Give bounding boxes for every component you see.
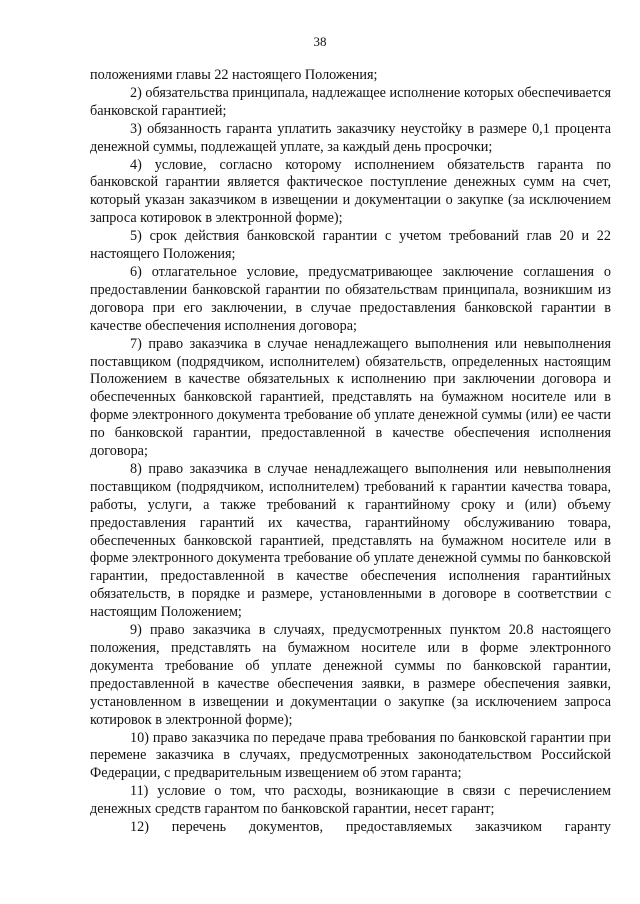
page-number: 38 xyxy=(313,34,327,49)
paragraph-item-7: 7) право заказчика в случае ненадлежащего выполнения или невыполнения поставщиком (подрядчиком, исполнителем) обязательств, определенных настоящим Положением в качестве обязательных к исполнению при заключении договора и обеспеченных банковской гарантией, представлять на бумажном носителе или в форме электронного документа требование об уплате денежной суммы (или) ее части по банковской гарантии, предоставленной в качестве обеспечения исполнения договора; xyxy=(90,335,611,460)
paragraph-item-6: 6) отлагательное условие, предусматривающее заключение соглашения о предоставлении банковской гарантии по обязательствам принципала, возникшим из договора при его заключении, в случае предоставления банковской гарантии в качестве обеспечения исполнения договора; xyxy=(90,263,611,334)
paragraph-item-4: 4) условие, согласно которому исполнением обязательств гаранта по банковской гарантии является фактическое поступление денежных сумм на счет, который указан заказчиком в извещении и документации о закупке (за исключением запроса котировок в электронной форме); xyxy=(90,156,611,227)
paragraph-item-9: 9) право заказчика в случаях, предусмотренных пунктом 20.8 настоящего положения, представлять на бумажном носителе или в форме электронного документа требование об уплате денежной суммы по банковской гарантии, предоставленной в качестве обеспечения заявки, в размере обеспечения заявки, установленном в извещении и документации о закупке (за исключением запроса котировок в электронной форме); xyxy=(90,622,611,728)
paragraph-item-11: 11) условие о том, что расходы, возникающие в связи с перечислением денежных средств гарантом по банковской гарантии, несет гарант; xyxy=(90,783,611,818)
paragraph-item-3: 3) обязанность гаранта уплатить заказчику неустойку в размере 0,1 процента денежной суммы, подлежащей уплате, за каждый день просрочки; xyxy=(90,120,611,155)
paragraph-item-8: 8) право заказчика в случае ненадлежащего выполнения или невыполнения поставщиком (подрядчиком, исполнителем) требований к гарантии качества товара, работы, услуги, а также требований к гарантийному сроку и (или) объему предоставления гарантий их качества, гарантийному обслуживанию товара, обеспеченных банковской гарантией, представлять на бумажном носителе или в форме электронного документа требование об уплате денежной суммы по банковской гарантии, предоставленной в качестве обеспечения исполнения гарантийных обязательств, в порядке и размере, установленными в договоре в соответствии с настоящим Положением; xyxy=(90,460,611,621)
paragraph-continuation: положениями главы 22 настоящего Положения; xyxy=(90,67,378,83)
paragraph-item-2: 2) обязательства принципала, надлежащее исполнение которых обеспечивается банковской гарантией; xyxy=(90,84,611,119)
paragraph-item-12: 12) перечень документов, предоставляемых заказчиком гаранту xyxy=(130,819,611,836)
document-body xyxy=(90,67,611,837)
paragraph-item-10: 10) право заказчика по передаче права требования по банковской гарантии при перемене заказчика в случаях, предусмотренных законодательством Российской Федерации, с предварительным извещением об этом гаранта; xyxy=(90,729,611,782)
paragraph-item-5: 5) срок действия банковской гарантии с учетом требований глав 20 и 22 настоящего Положения; xyxy=(90,228,611,263)
